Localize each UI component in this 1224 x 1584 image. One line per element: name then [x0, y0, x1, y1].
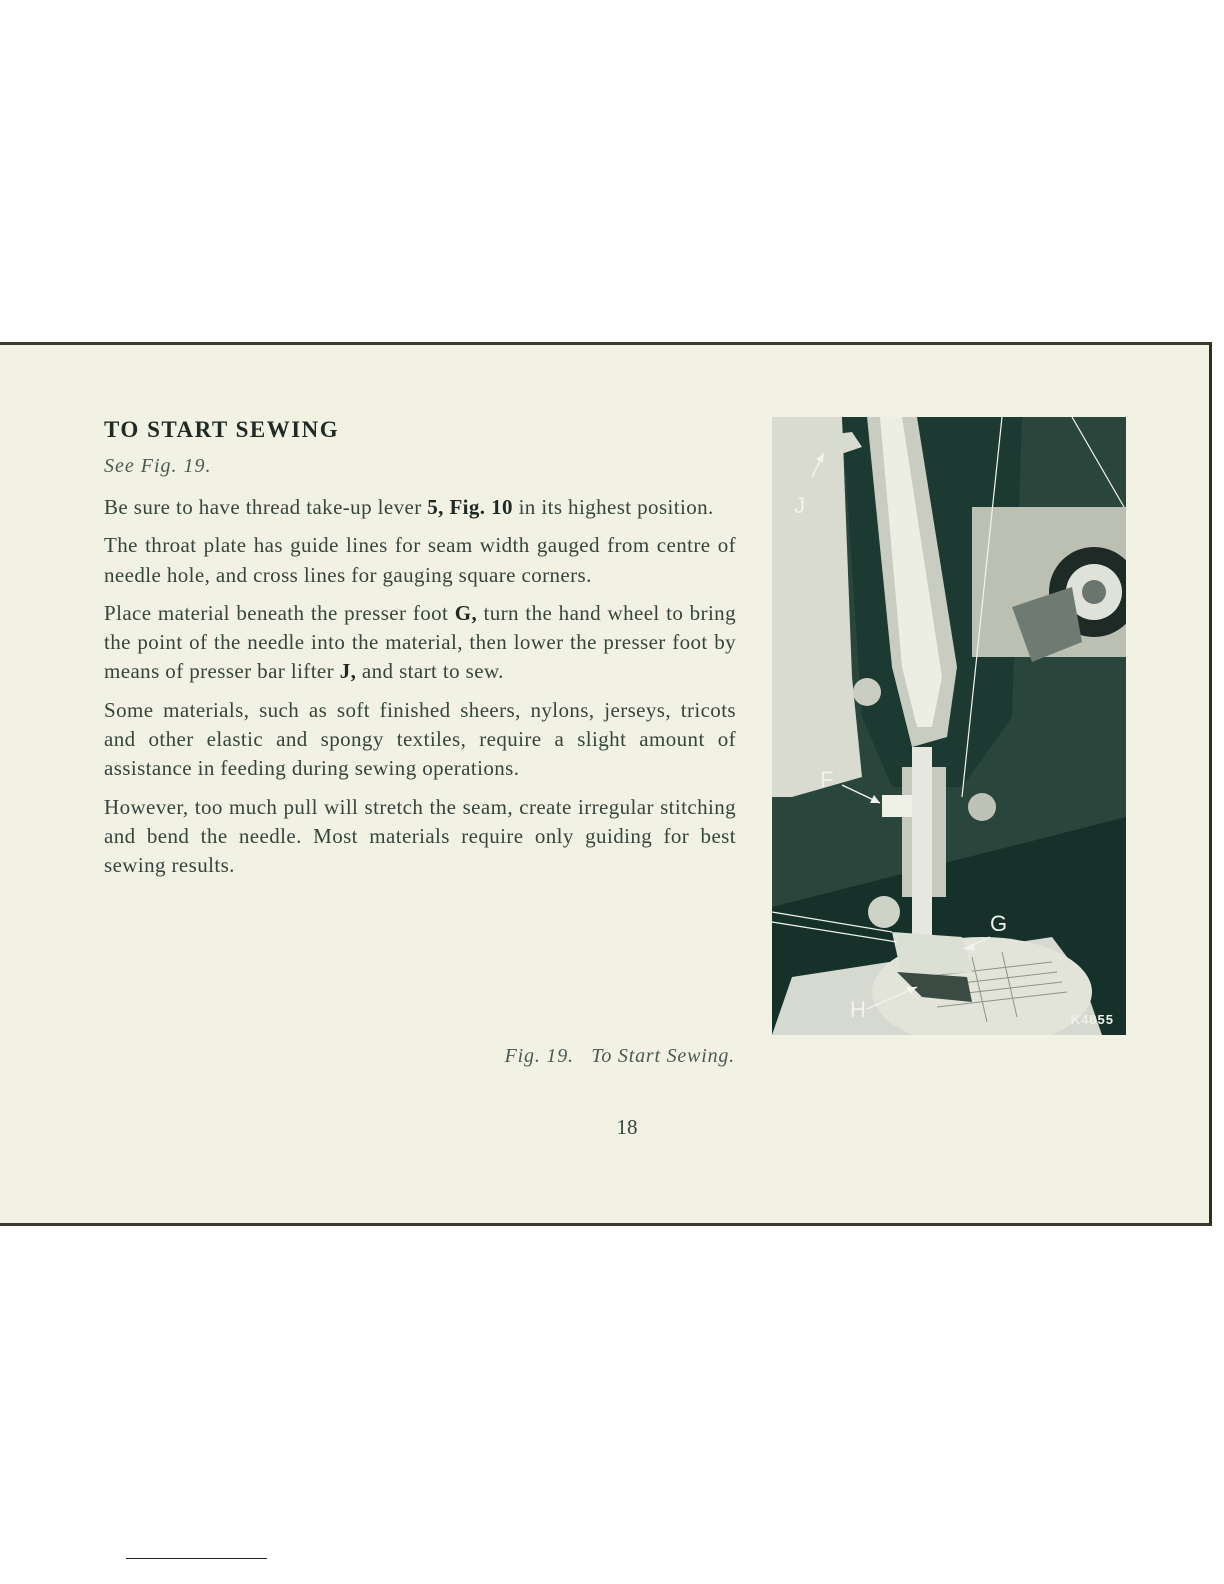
- text-run: Be sure to have thread take-up lever: [104, 495, 428, 519]
- figure-reference: See Fig. 19.: [104, 455, 212, 477]
- paragraph-throat-plate: The throat plate has guide lines for seam width gauged from centre of needle hole, and cross lines for gauging square corners.: [104, 533, 736, 587]
- sewing-machine-illustration: [772, 417, 1126, 1035]
- paragraph-take-up-lever: [104, 493, 736, 522]
- bold-reference: 5, Fig. 10: [427, 495, 513, 519]
- figure-label-j: J: [794, 493, 805, 518]
- sewing-machine-photo: [772, 417, 1126, 1035]
- figure-label-g: G: [990, 911, 1008, 936]
- bold-reference: J,: [339, 659, 357, 684]
- text-run: turn the hand wheel to bring the point of the needle into the material, then lower the presser foot by means of presser bar lifter: [104, 600, 736, 684]
- paragraph-however: However, too much pull will stretch the seam, create irregular stitching and bend the needle. Most materials require only guiding for best sewing results.: [104, 794, 736, 878]
- paragraph-some-materials: Some materials, such as soft finished sheers, nylons, jerseys, tricots and other elastic and spongy textiles, require a slight amount of assistance in feeding during sewing operations.: [104, 697, 736, 781]
- page-number: 18: [616, 1115, 638, 1139]
- figure-code: K4855: [1070, 1012, 1114, 1027]
- figure-label-f: F: [820, 767, 834, 792]
- manual-page: [0, 342, 1212, 1226]
- section-heading: TO START SEWING: [104, 417, 340, 442]
- bold-reference: G,: [454, 600, 478, 625]
- text-run: in its highest position.: [512, 495, 714, 519]
- paragraph-place-material: [104, 599, 736, 687]
- footnote-rule: [126, 1558, 267, 1559]
- body-text: [104, 493, 736, 890]
- text-run: and start to sew.: [356, 659, 504, 684]
- figure-label-h: H: [850, 997, 866, 1022]
- figure-caption: Fig. 19. To Start Sewing.: [504, 1045, 735, 1067]
- text-run: Place material beneath the presser foot: [104, 600, 455, 625]
